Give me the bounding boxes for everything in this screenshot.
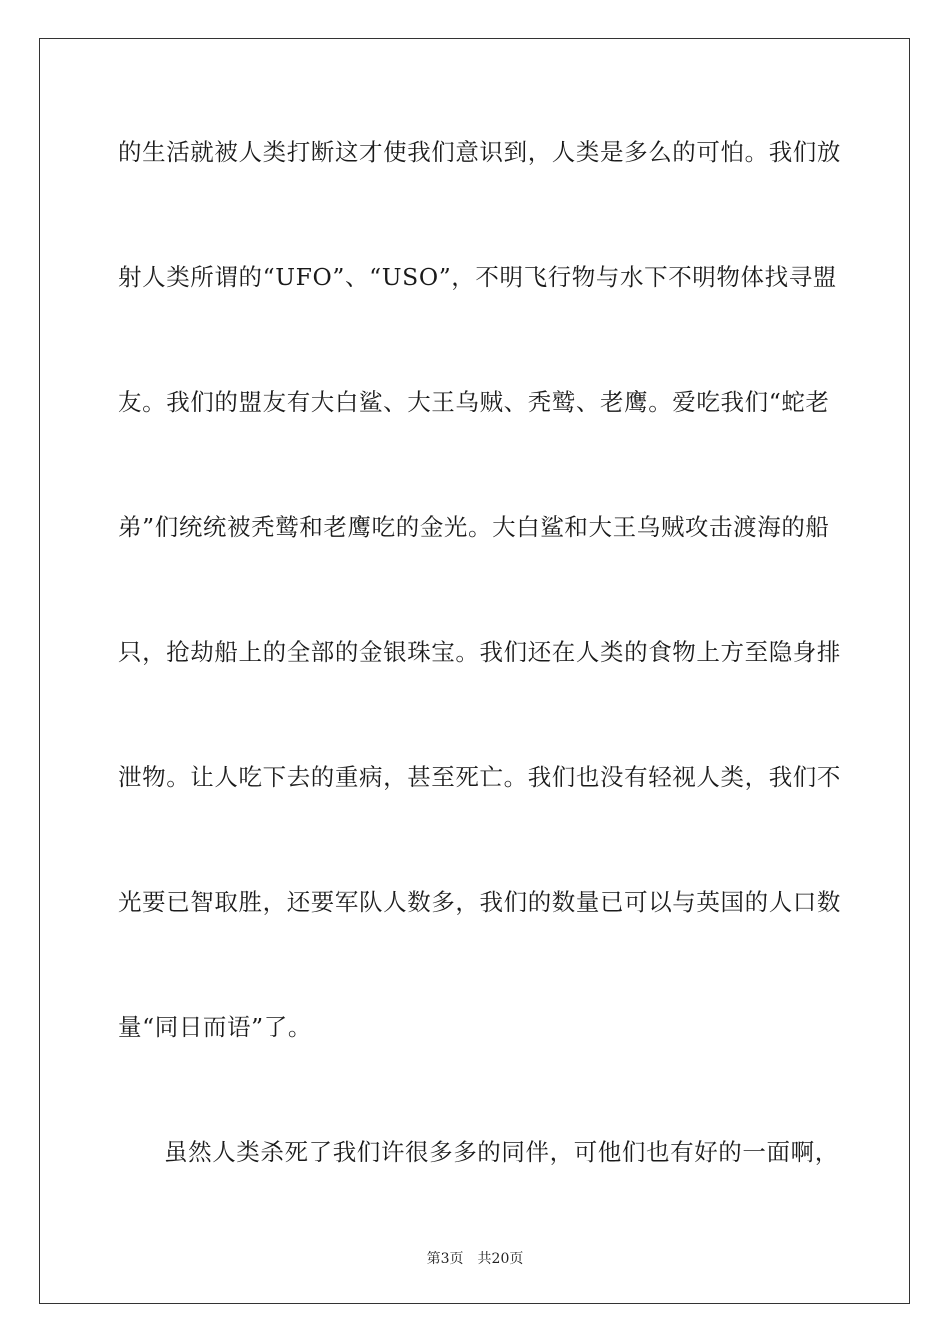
page-footer <box>0 1248 950 1268</box>
page-total: 共20页 <box>477 1251 524 1267</box>
page-border <box>39 38 910 1304</box>
body-text-line: 射人类所谓的“UFO”、“USO”，不明飞行物与水下不明物体找寻盟 <box>118 263 837 291</box>
body-text-line: 泄物。让人吃下去的重病，甚至死亡。我们也没有轻视人类，我们不 <box>118 763 841 791</box>
page-number: 第3页 <box>426 1251 464 1267</box>
body-text-line: 光要已智取胜，还要军队人数多，我们的数量已可以与英国的人口数 <box>118 888 841 916</box>
paragraph-start-line: 虽然人类杀死了我们许很多多的同伴，可他们也有好的一面啊， <box>164 1138 839 1166</box>
body-text-line: 弟”们统统被秃鹫和老鹰吃的金光。大白鲨和大王乌贼攻击渡海的船 <box>118 513 830 541</box>
body-text-line: 友。我们的盟友有大白鲨、大王乌贼、秃鹫、老鹰。爱吃我们“蛇老 <box>118 388 830 416</box>
body-text-line: 只，抢劫船上的全部的金银珠宝。我们还在人类的食物上方至隐身排 <box>118 638 841 666</box>
body-text-line: 的生活就被人类打断这才使我们意识到，人类是多么的可怕。我们放 <box>118 138 841 166</box>
body-text-line: 量“同日而语”了。 <box>118 1013 312 1041</box>
